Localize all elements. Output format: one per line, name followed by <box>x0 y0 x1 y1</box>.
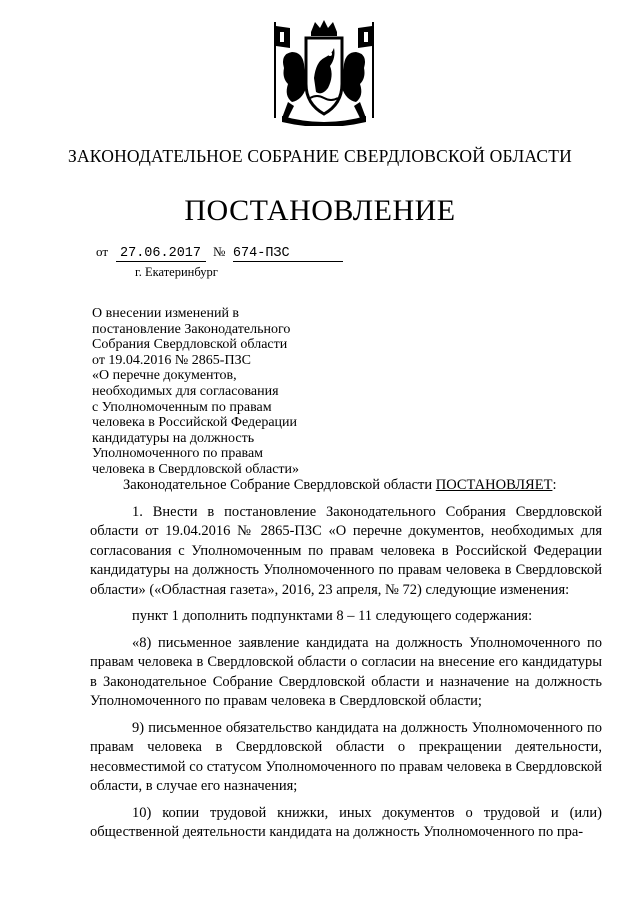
document-number: 674-ПЗС <box>233 246 343 262</box>
organization-title: ЗАКОНОДАТЕЛЬНОЕ СОБРАНИЕ СВЕРДЛОВСКОЙ ОБЛАСТИ <box>68 146 572 166</box>
lead-colon: : <box>552 477 557 493</box>
body-paragraph: 1. Внести в постановление Законодательного Собрания Свердловской области от 19.04.2016 № 2865-ПЗС «О перечне документов, необходимых для согласования с Уполномоченным по правам человека в Российской Федерации кандидатуры на должность Уполномоченного по правам человека в Свердловской области» («Областная газета», 2016, 23 апреля, № 72) следующие изменения: <box>90 503 602 598</box>
city-line: г. Екатеринбург <box>135 265 218 279</box>
body-paragraph: 10) копии трудовой книжки, иных документов о трудовой и (или) общественной деятельности кандидата на должность Уполномоченного по пра- <box>90 804 602 840</box>
document-body <box>90 476 602 850</box>
date-label: от <box>96 244 109 259</box>
date-number-line <box>96 244 343 262</box>
document-subject: О внесении изменений в постановление Законодательного Собрания Свердловской области от 19.04.2016 № 2865-ПЗС «О перечне документов, необходимых для согласования с Уполномоченным по правам человека в Российской Федерации кандидатуры на должность Уполномоченного по правам человека в Свердловской области» <box>92 306 300 477</box>
body-paragraph: пункт 1 дополнить подпунктами 8 – 11 следующего содержания: <box>132 608 533 624</box>
lead-text: Законодательное Собрание Свердловской области <box>123 477 436 493</box>
resolution-keyword: ПОСТАНОВЛЯЕТ <box>435 477 553 493</box>
body-paragraph: 9) письменное обязательство кандидата на должность Уполномоченного по правам человека в Свердловской области о прекращении деятельности, несовместимой со статусом Уполномоченного по правам человека в Свердловской области, в случае его назначения; <box>90 719 602 794</box>
document-type-title: ПОСТАНОВЛЕНИЕ <box>184 194 456 227</box>
body-paragraph: «8) письменное заявление кандидата на должность Уполномоченного по правам человека в Свердловской области о согласии на внесение его кандидатуры в Законодательное Собрание Свердловской области и назначение на должность Уполномоченного по правам человека в Свердловской области; <box>90 634 602 709</box>
coat-of-arms-icon <box>262 18 386 126</box>
number-label: № <box>213 244 226 259</box>
document-date: 27.06.2017 <box>116 246 206 262</box>
resolution-lead <box>90 476 602 496</box>
